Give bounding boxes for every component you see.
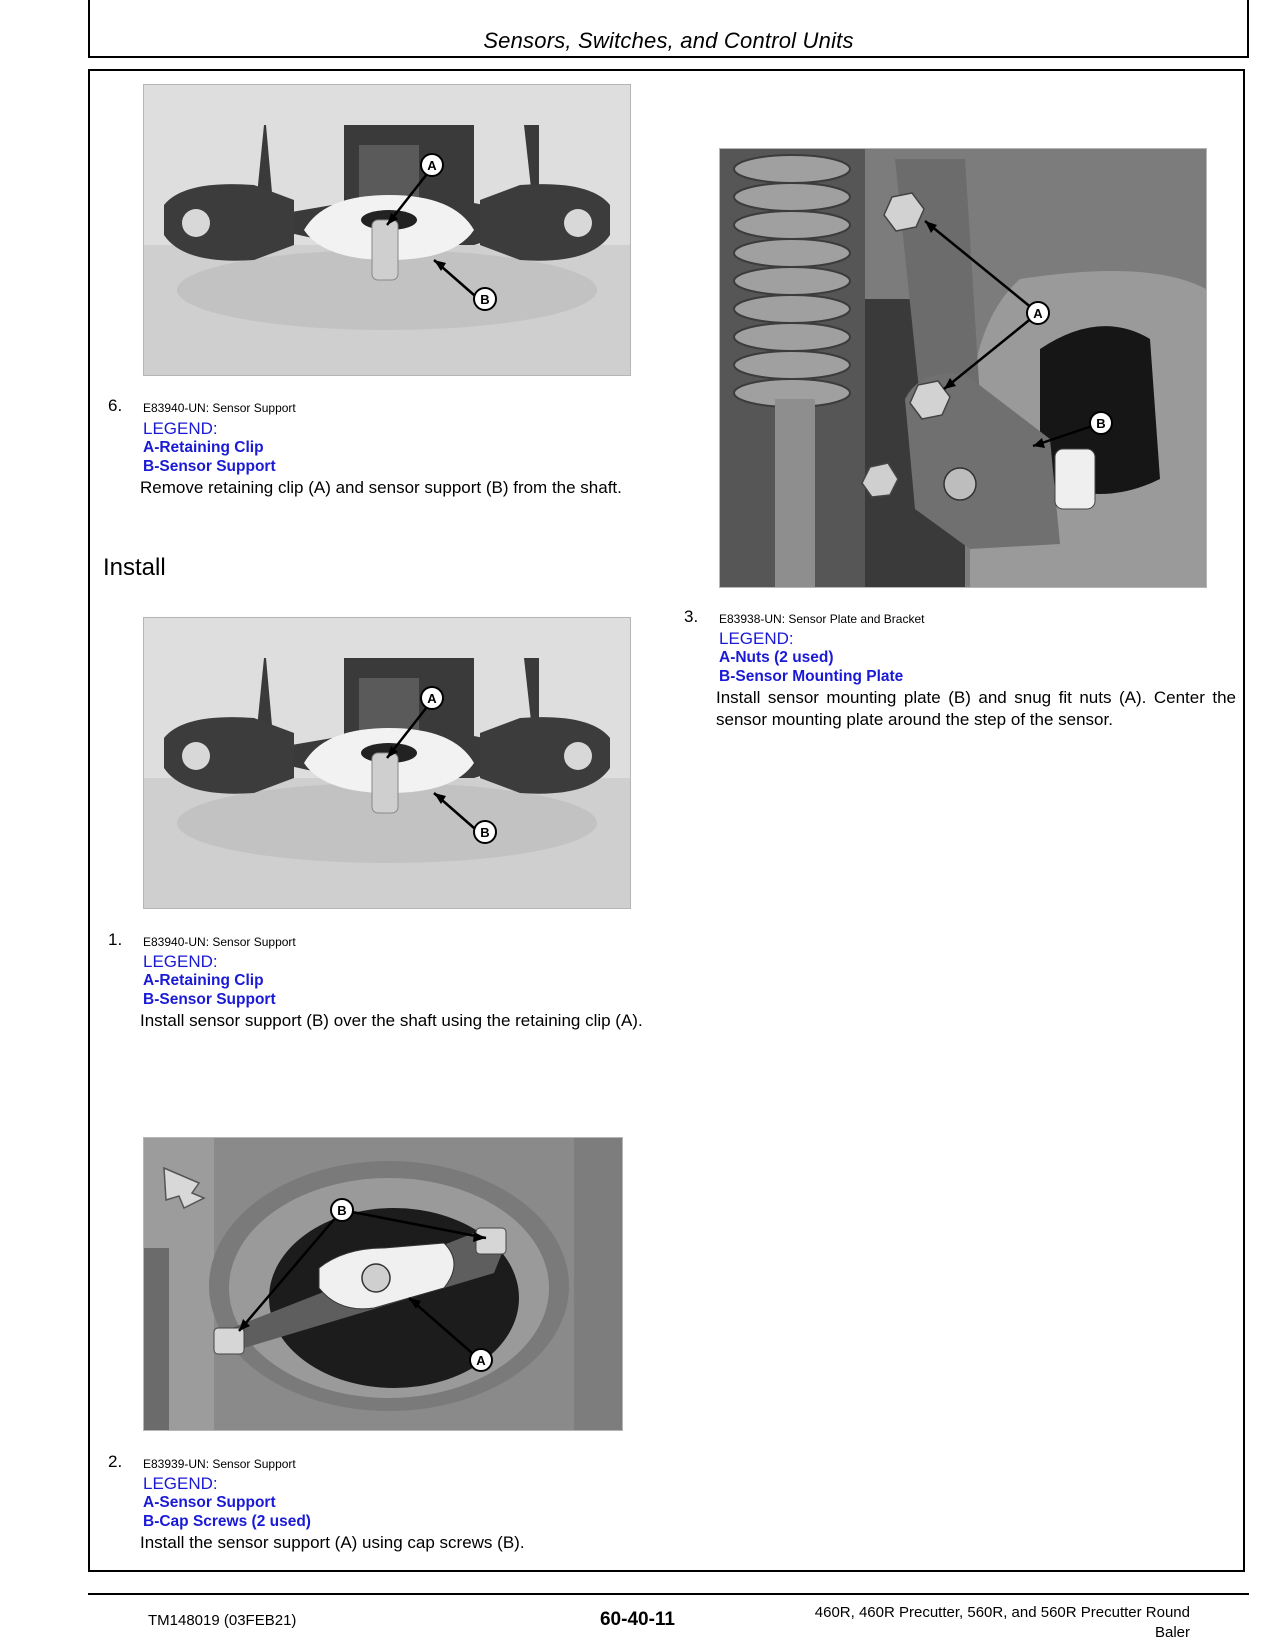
legend-title: LEGEND: xyxy=(143,952,218,971)
callout-b: B xyxy=(1096,416,1106,431)
figure-caption: E83938-UN: Sensor Plate and Bracket xyxy=(719,612,925,626)
step-instruction: Remove retaining clip (A) and sensor support (B) from the shaft. xyxy=(140,478,622,497)
callout-a: A xyxy=(1033,306,1043,321)
legend-title: LEGEND: xyxy=(143,1474,218,1493)
legend-title: LEGEND: xyxy=(143,419,218,438)
callout-b: B xyxy=(480,292,490,307)
step-instruction: Install sensor mounting plate (B) and snug fit nuts (A). Center the sensor mounting plate around the step of the sensor. xyxy=(716,688,1236,729)
footer-doc-id: TM148019 (03FEB21) xyxy=(148,1612,297,1629)
page-number: 60-40-11 xyxy=(599,1609,675,1630)
step-number: 6. xyxy=(108,396,123,415)
step-number: 2. xyxy=(108,1452,123,1471)
figure-caption: E83940-UN: Sensor Support xyxy=(143,401,296,415)
callout-a: A xyxy=(427,691,437,706)
footer-model xyxy=(700,1603,1190,1643)
step-instruction: Install sensor support (B) over the shaft using the retaining clip (A). xyxy=(140,1011,643,1030)
legend-item-a: A-Retaining Clip xyxy=(143,972,264,989)
callout-a: A xyxy=(427,158,437,173)
step-instruction: Install the sensor support (A) using cap screws (B). xyxy=(140,1533,525,1552)
legend-item-b: B-Sensor Mounting Plate xyxy=(719,668,904,685)
cap-screws-photo xyxy=(143,1137,623,1431)
sensor-support-photo-install xyxy=(143,617,631,909)
footer-model-line2: Baler xyxy=(1154,1624,1190,1641)
legend-item-a: A-Retaining Clip xyxy=(143,439,264,456)
figure-caption: E83940-UN: Sensor Support xyxy=(143,935,296,949)
section-title: Sensors, Switches, and Control Units xyxy=(483,28,854,53)
callout-b: B xyxy=(337,1203,347,1218)
step-number: 3. xyxy=(684,607,699,626)
legend-item-b: B-Sensor Support xyxy=(143,991,276,1008)
callout-b: B xyxy=(480,825,490,840)
legend-item-a: A-Sensor Support xyxy=(143,1494,276,1511)
sensor-support-photo-removal xyxy=(143,84,631,376)
legend-item-b: B-Cap Screws (2 used) xyxy=(143,1513,311,1530)
sensor-plate-bracket-photo xyxy=(719,148,1207,588)
callout-a: A xyxy=(476,1353,486,1368)
footer-rule xyxy=(88,1593,1249,1595)
legend-item-b: B-Sensor Support xyxy=(143,458,276,475)
footer-model-line1: 460R, 460R Precutter, 560R, and 560R Precutter Round xyxy=(814,1604,1190,1621)
figure-caption: E83939-UN: Sensor Support xyxy=(143,1457,296,1471)
legend-item-a: A-Nuts (2 used) xyxy=(719,649,834,666)
legend-title: LEGEND: xyxy=(719,629,794,648)
step-number: 1. xyxy=(108,930,123,949)
install-heading: Install xyxy=(103,554,166,581)
